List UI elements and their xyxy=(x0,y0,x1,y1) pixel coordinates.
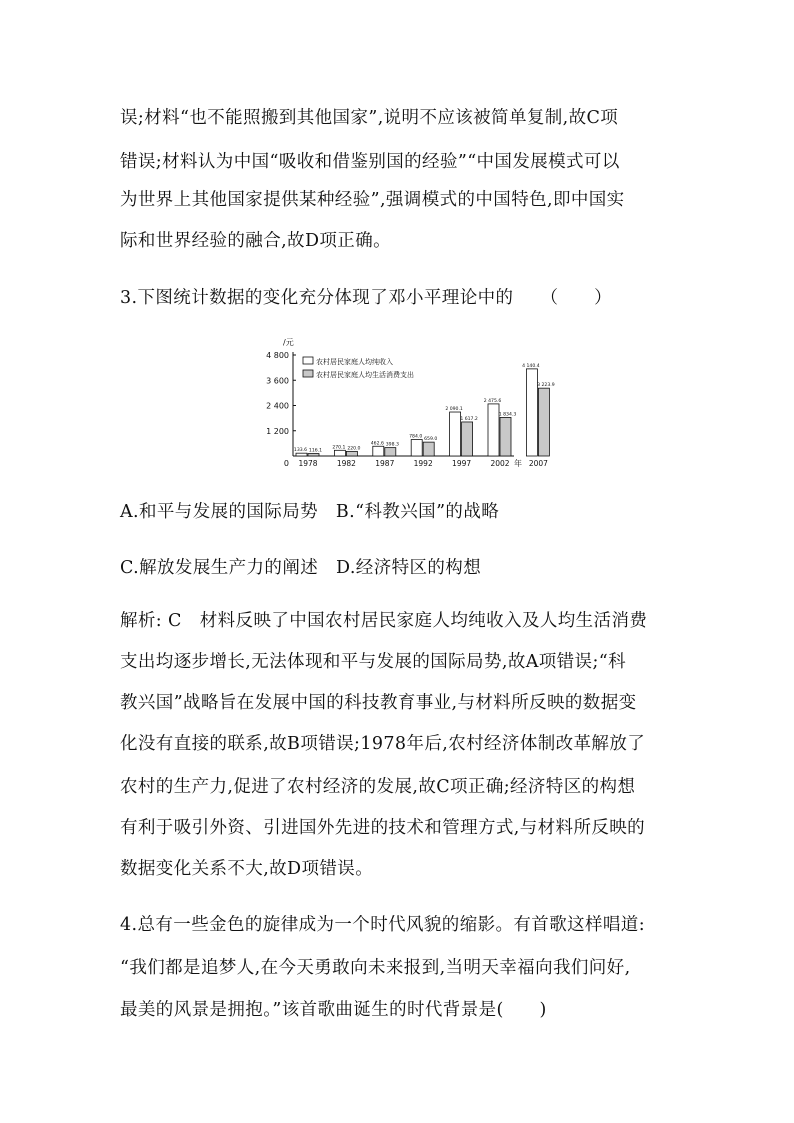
text-line: 为世界上其他国家提供某种经验”,强调模式的中国特色,即中国实 xyxy=(120,190,625,210)
analysis-line: 教兴国”战略旨在发展中国的科技教育事业,与材料所反映的数据变 xyxy=(120,693,637,713)
data-label: 462.6 xyxy=(370,441,384,447)
analysis-line: 支出均逐步增长,无法体现和平与发展的国际局势,故A项错误;“科 xyxy=(120,652,627,672)
bar-income xyxy=(526,369,537,456)
bar-consumption xyxy=(462,422,473,456)
bar-income xyxy=(334,450,345,456)
question-4-line: “我们都是追梦人,在今天勇敢向未来报到,当明天幸福向我们问好, xyxy=(120,958,631,978)
data-label: 2 475.6 xyxy=(483,398,502,404)
bar-income xyxy=(488,404,499,456)
analysis-line: 有利于吸引外资、引进国外先进的技术和管理方式,与材料所反映的 xyxy=(120,818,646,838)
bar-income xyxy=(373,446,384,456)
analysis-line: 农村的生产力,促进了农村经济的发展,故C项正确;经济特区的构想 xyxy=(120,777,636,797)
analysis-line: 解析: C 材料反映了中国农村居民家庭人均纯收入及人均生活消费 xyxy=(120,611,648,631)
bar-income xyxy=(450,412,461,456)
y-tick-label: 3 600 xyxy=(266,376,289,386)
y-tick-label: 4 800 xyxy=(266,351,289,360)
y-axis-label: /元 xyxy=(283,338,294,347)
bar-income xyxy=(296,453,307,456)
y-tick-label: 0 xyxy=(283,459,289,468)
question-3-stem: 3.下图统计数据的变化充分体现了邓小平理论中的 （ ） xyxy=(120,288,613,308)
x-tick-label: 1982 xyxy=(336,459,356,468)
data-label: 1 617.2 xyxy=(460,416,478,422)
text-line: 错误;材料认为中国“吸收和借鉴别国的经验”“中国发展模式可以 xyxy=(120,152,620,172)
question-3-options-ab: A.和平与发展的国际局势 B.“科教兴国”的战略 xyxy=(120,502,500,522)
data-label: 2 090.1 xyxy=(445,407,463,413)
data-label: 133.6 xyxy=(293,448,308,454)
data-label: 116.1 xyxy=(308,448,323,454)
x-tick-label: 1997 xyxy=(452,459,472,468)
data-label: 3 223.9 xyxy=(537,383,555,389)
data-label: 398.3 xyxy=(385,442,399,448)
bar-consumption xyxy=(500,417,511,456)
legend-label: 农村居民家庭人均生活消费支出 xyxy=(316,371,414,379)
bar-income xyxy=(411,440,422,456)
x-tick-label: 2007 xyxy=(528,459,548,468)
data-label: 659.0 xyxy=(424,437,438,443)
bar-consumption xyxy=(538,388,549,456)
data-label: 784.0 xyxy=(409,434,423,440)
data-label: 1 834.3 xyxy=(498,412,517,418)
x-tick-label: 1978 xyxy=(298,459,318,468)
x-tick-label: 2002 xyxy=(490,459,510,468)
question-4-line: 4.总有一些金色的旋律成为一个时代风貌的缩影。有首歌这样唱道: xyxy=(120,915,645,935)
analysis-line: 数据变化关系不大,故D项错误。 xyxy=(120,859,374,879)
bar-consumption xyxy=(346,451,357,456)
question-4-line: 最美的风景是拥抱。”该首歌曲诞生的时代背景是( ) xyxy=(120,1000,547,1020)
x-tick-label: 1987 xyxy=(375,459,395,468)
bar-consumption xyxy=(423,442,434,456)
y-tick-label: 1 200 xyxy=(266,426,289,436)
legend-swatch xyxy=(303,357,313,364)
text-line: 际和世界经验的融合,故D项正确。 xyxy=(120,231,391,251)
legend-swatch xyxy=(303,370,313,377)
data-label: 270.1 xyxy=(332,445,346,451)
x-axis-label: 年 xyxy=(514,459,522,468)
question-3-options-cd: C.解放发展生产力的阐述 D.经济特区的构想 xyxy=(120,558,482,578)
y-tick-label: 2 400 xyxy=(266,401,289,411)
bar-consumption xyxy=(385,448,396,456)
analysis-line: 化没有直接的联系,故B项错误;1978年后,农村经济体制改革解放了 xyxy=(120,734,646,754)
data-label: 4 140.4 xyxy=(522,363,540,369)
text-line: 误;材料“也不能照搬到其他国家”,说明不应该被简单复制,故C项 xyxy=(120,108,619,128)
bar-consumption xyxy=(308,454,319,456)
data-label: 220.0 xyxy=(347,446,361,452)
x-tick-label: 1992 xyxy=(413,459,433,468)
legend-label: 农村居民家庭人均纯收入 xyxy=(316,358,393,366)
